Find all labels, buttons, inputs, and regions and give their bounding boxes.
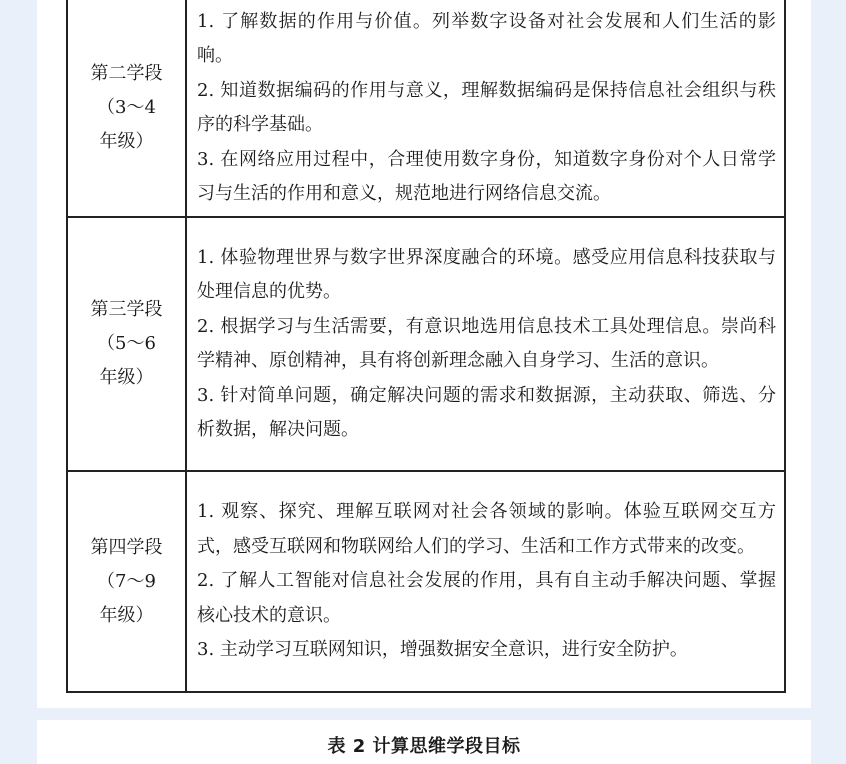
stage-grades-suffix: 年级） xyxy=(99,131,154,152)
stage-grades-suffix: 年级） xyxy=(99,367,154,388)
stage-label-cell xyxy=(67,471,186,692)
stage-grades: （7～9 xyxy=(97,570,156,592)
stage-grades: （3～4 xyxy=(97,97,156,118)
stage-name: 第四学段 xyxy=(90,536,163,558)
stage-grades: （5～6 xyxy=(97,333,156,354)
goal-item: 1. 体验物理世界与数字世界深度融合的环境。感受应用信息科技获取与处理信息的优势。 xyxy=(197,246,776,302)
table-caption: 表 2 计算思维学段目标 xyxy=(327,736,521,757)
stage-label-cell xyxy=(67,217,186,471)
table-row xyxy=(67,471,785,692)
goal-item: 3. 针对简单问题，确定解决问题的需求和数据源，主动获取、筛选、分析数据，解决问题。 xyxy=(197,384,776,440)
stage-goals-table xyxy=(66,0,786,693)
goal-item: 3. 在网络应用过程中，合理使用数字身份，知道数字身份对个人日常学习与生活的作用和意义，规范地进行网络信息交流。 xyxy=(197,148,776,204)
table-panel xyxy=(37,0,811,708)
stage-goals-cell xyxy=(186,217,785,471)
stage-name: 第三学段 xyxy=(90,299,163,320)
goal-item: 2. 了解人工智能对信息社会发展的作用，具有自主动手解决问题、掌握核心技术的意识。 xyxy=(197,570,776,626)
goal-item: 2. 知道数据编码的作用与意义，理解数据编码是保持信息社会组织与秩序的科学基础。 xyxy=(197,79,776,135)
goal-item: 1. 观察、探究、理解互联网对社会各领域的影响。体验互联网交互方式，感受互联网和物联网给人们的学习、生活和工作方式带来的改变。 xyxy=(197,501,776,557)
stage-label-cell xyxy=(67,0,186,217)
stage-goals-cell xyxy=(186,0,785,217)
goal-item: 1. 了解数据的作用与价值。列举数字设备对社会发展和人们生活的影响。 xyxy=(197,10,776,66)
goal-item: 3. 主动学习互联网知识，增强数据安全意识，进行安全防护。 xyxy=(197,639,688,661)
table-row xyxy=(67,0,785,217)
stage-name: 第二学段 xyxy=(90,63,163,84)
table-row xyxy=(67,217,785,471)
stage-grades-suffix: 年级） xyxy=(99,604,154,626)
next-table-panel xyxy=(37,720,811,764)
stage-goals-cell xyxy=(186,471,785,692)
goal-item: 2. 根据学习与生活需要，有意识地选用信息技术工具处理信息。崇尚科学精神、原创精神，具有将创新理念融入自身学习、生活的意识。 xyxy=(197,315,776,371)
